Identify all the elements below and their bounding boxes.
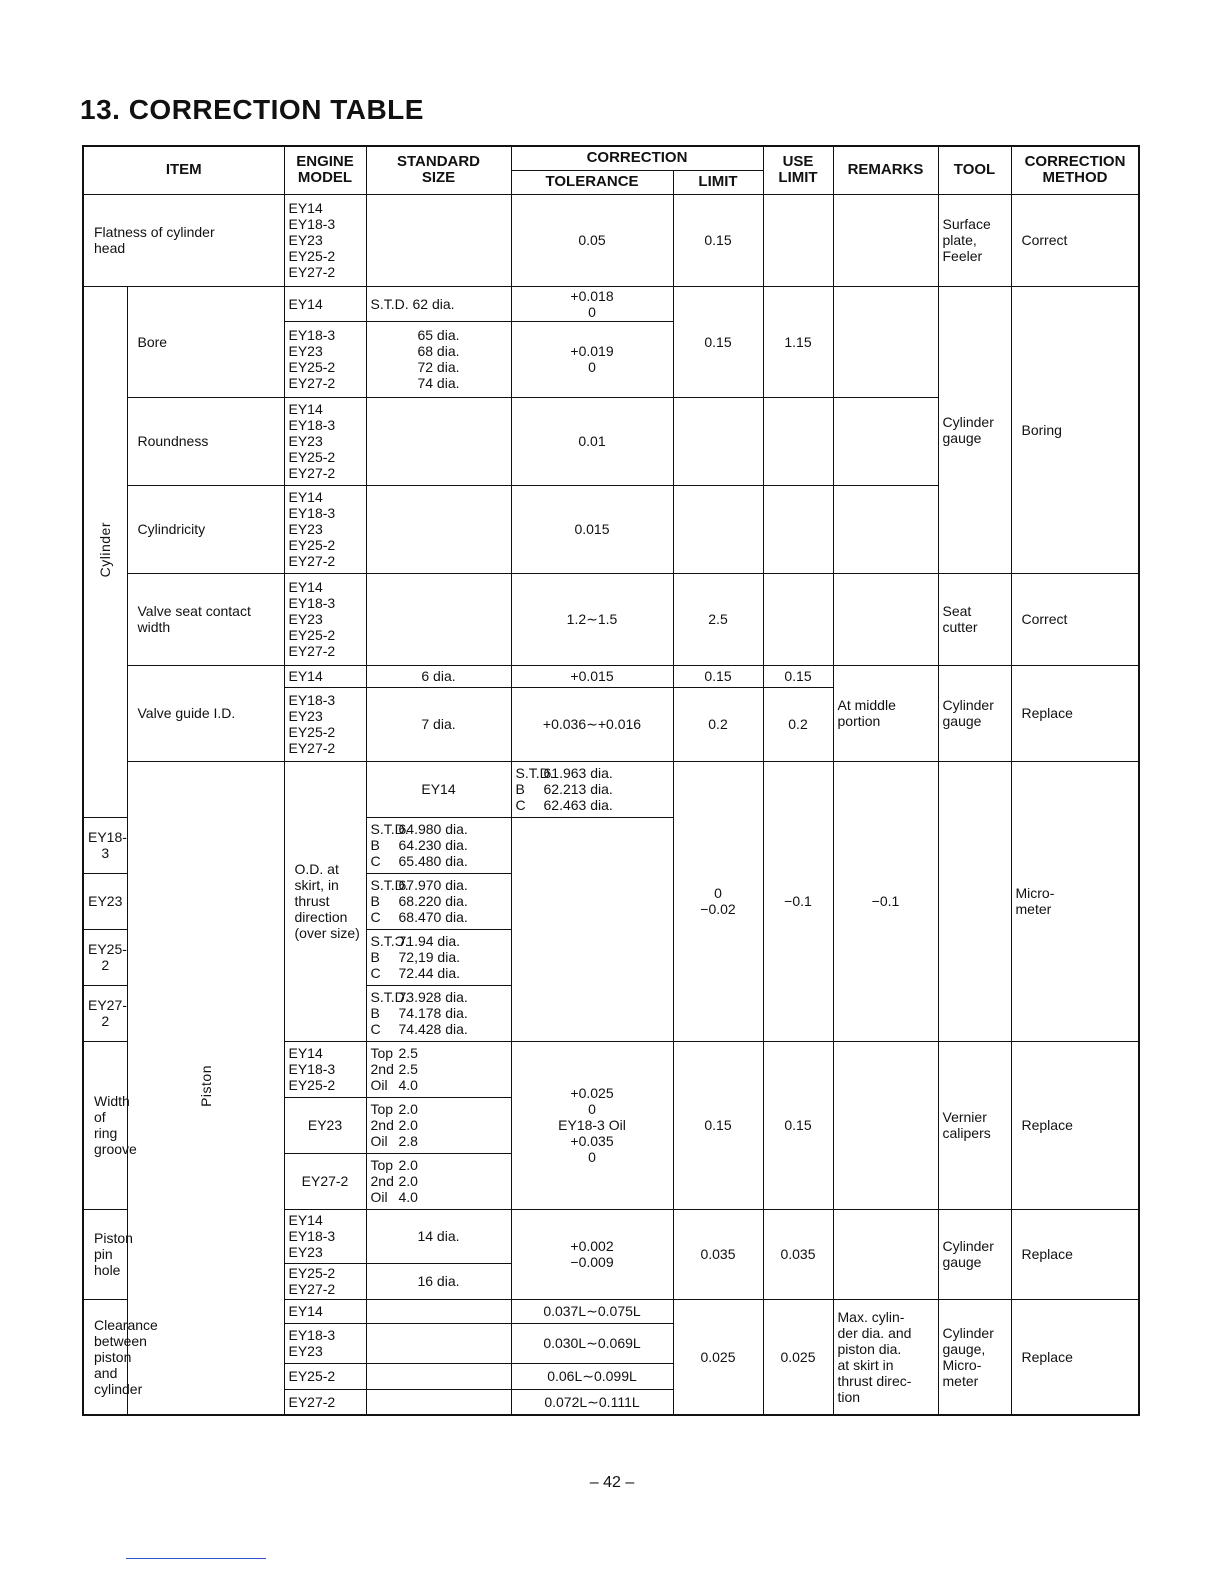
tool-clearance: Cylinder gauge, Micro- meter xyxy=(938,1299,1011,1415)
size-od-skirt: S.T.D.64.980 dia. B 64.230 dia. C 65.480 dia. xyxy=(366,817,511,873)
tolerance-valve-guide-a: +0.015 xyxy=(511,665,673,687)
item-roundness: Roundness xyxy=(127,397,284,485)
remarks-ring-groove xyxy=(833,1041,938,1209)
remarks-clearance: Max. cylin- der dia. and piston dia. at skirt in thrust direc- tion xyxy=(833,1299,938,1415)
group-piston: Piston xyxy=(127,761,284,1415)
size-od-skirt: S.T.Ɔ.71.94 dia. B 72,19 dia. C 72.44 dia. xyxy=(366,929,511,985)
header-tolerance: TOLERANCE xyxy=(511,170,673,194)
models-valve-guide-a: EY14 xyxy=(284,665,366,687)
use-limit-ring-groove: 0.15 xyxy=(763,1041,833,1209)
size-clearance xyxy=(366,1299,511,1323)
item-flatness: Flatness of cylinder head xyxy=(83,194,284,286)
models-valve-seat: EY14 EY18-3 EY23 EY25-2 EY27-2 xyxy=(284,573,366,665)
size-clearance xyxy=(366,1363,511,1389)
limit-od-skirt: −0.1 xyxy=(763,761,833,1041)
header-item: ITEM xyxy=(83,146,284,194)
use-limit-od-skirt: −0.1 xyxy=(833,761,938,1041)
item-bore: Bore xyxy=(127,286,284,397)
tolerance-valve-guide-b: +0.036∼+0.016 xyxy=(511,687,673,761)
models-clearance: EY25-2 xyxy=(284,1363,366,1389)
bottom-rule xyxy=(126,1558,266,1559)
models-od-skirt: EY14 xyxy=(366,761,511,817)
size-ring-groove: Top 2.0 2nd 2.0 Oil 4.0 xyxy=(366,1153,511,1209)
correction-table xyxy=(82,145,1140,1416)
limit-valve-guide-a: 0.15 xyxy=(673,665,763,687)
models-pin-hole-a: EY14 EY18-3 EY23 xyxy=(284,1209,366,1263)
item-ring-groove: Width of ring groove xyxy=(83,1041,127,1209)
method-pin-hole: Replace xyxy=(1011,1209,1139,1299)
limit-valve-guide-b: 0.2 xyxy=(673,687,763,761)
remarks-valve-seat xyxy=(833,573,938,665)
size-clearance xyxy=(366,1323,511,1363)
tolerance-bore-b: +0.019 0 xyxy=(511,321,673,397)
item-clearance: Clearance between piston and cylinder xyxy=(83,1299,127,1415)
tolerance-bore-a: +0.018 0 xyxy=(511,286,673,321)
models-clearance: EY18-3 EY23 xyxy=(284,1323,366,1363)
use-limit-bore: 1.15 xyxy=(763,286,833,397)
models-od-skirt: EY27-2 xyxy=(83,985,127,1041)
models-roundness: EY14 EY18-3 EY23 EY25-2 EY27-2 xyxy=(284,397,366,485)
use-limit-roundness xyxy=(763,397,833,485)
method-valve-guide: Replace xyxy=(1011,665,1139,761)
item-valve-guide: Valve guide I.D. xyxy=(127,665,284,761)
header-remarks: REMARKS xyxy=(833,146,938,194)
models-ring-groove: EY14 EY18-3 EY25-2 xyxy=(284,1041,366,1097)
tolerance-roundness: 0.01 xyxy=(511,397,673,485)
size-pin-hole-a: 14 dia. xyxy=(366,1209,511,1263)
tolerance-cylindricity: 0.015 xyxy=(511,485,673,573)
header-engine-model: ENGINE MODEL xyxy=(284,146,366,194)
method-clearance: Replace xyxy=(1011,1299,1139,1415)
size-cylindricity xyxy=(366,485,511,573)
models-od-skirt: EY23 xyxy=(83,873,127,929)
item-cylindricity: Cylindricity xyxy=(127,485,284,573)
size-pin-hole-b: 16 dia. xyxy=(366,1263,511,1299)
use-limit-valve-guide-a: 0.15 xyxy=(763,665,833,687)
method-boring: Boring xyxy=(1011,286,1139,573)
header-correction-method: CORRECTION METHOD xyxy=(1011,146,1139,194)
header-use-limit: USE LIMIT xyxy=(763,146,833,194)
limit-bore: 0.15 xyxy=(673,286,763,397)
row-bore-a xyxy=(83,286,1139,321)
tolerance-clearance: 0.06L∼0.099L xyxy=(511,1363,673,1389)
remarks-roundness xyxy=(833,397,938,485)
row-flatness xyxy=(83,194,1139,286)
models-ring-groove: EY27-2 xyxy=(284,1153,366,1209)
models-clearance: EY14 xyxy=(284,1299,366,1323)
use-limit-clearance: 0.025 xyxy=(763,1299,833,1415)
use-limit-pin-hole: 0.035 xyxy=(763,1209,833,1299)
size-valve-seat xyxy=(366,573,511,665)
tolerance-clearance: 0.030L∼0.069L xyxy=(511,1323,673,1363)
tolerance-ring-groove: +0.025 0 EY18-3 Oil +0.035 0 xyxy=(511,1041,673,1209)
limit-clearance: 0.025 xyxy=(673,1299,763,1415)
tolerance-pin-hole: +0.002 −0.009 xyxy=(511,1209,673,1299)
method-ring-groove: Replace xyxy=(1011,1041,1139,1209)
models-bore-a: EY14 xyxy=(284,286,366,321)
remarks-bore xyxy=(833,286,938,397)
use-limit-valve-guide-b: 0.2 xyxy=(763,687,833,761)
page-number: – 42 – xyxy=(589,1474,635,1491)
use-limit-cylindricity xyxy=(763,485,833,573)
limit-flatness: 0.15 xyxy=(673,194,763,286)
size-ring-groove: Top 2.5 2nd 2.5 Oil 4.0 xyxy=(366,1041,511,1097)
models-pin-hole-b: EY25-2 EY27-2 xyxy=(284,1263,366,1299)
size-flatness xyxy=(366,194,511,286)
limit-valve-seat: 2.5 xyxy=(673,573,763,665)
models-cylindricity: EY14 EY18-3 EY23 EY25-2 EY27-2 xyxy=(284,485,366,573)
size-clearance xyxy=(366,1389,511,1415)
item-valve-seat: Valve seat contact width xyxy=(127,573,284,665)
use-limit-flatness xyxy=(763,194,833,286)
header-standard-size: STANDARD SIZE xyxy=(366,146,511,194)
remarks-od-skirt xyxy=(938,761,1011,1041)
item-pin-hole: Piston pin hole xyxy=(83,1209,127,1299)
remarks-pin-hole xyxy=(833,1209,938,1299)
models-clearance: EY27-2 xyxy=(284,1389,366,1415)
models-od-skirt: EY18-3 xyxy=(83,817,127,873)
size-roundness xyxy=(366,397,511,485)
tolerance-valve-seat: 1.2∼1.5 xyxy=(511,573,673,665)
tool-ring-groove: Vernier calipers xyxy=(938,1041,1011,1209)
tolerance-clearance: 0.072L∼0.111L xyxy=(511,1389,673,1415)
header-tool: TOOL xyxy=(938,146,1011,194)
remarks-flatness xyxy=(833,194,938,286)
header-correction: CORRECTION xyxy=(511,146,763,170)
size-od-skirt: S.T.D.61.963 dia. B 62.213 dia. C 62.463 dia. xyxy=(511,761,673,817)
models-od-skirt: EY25-2 xyxy=(83,929,127,985)
size-bore-b: 65 dia. 68 dia. 72 dia. 74 dia. xyxy=(366,321,511,397)
tool-valve-seat: Seat cutter xyxy=(938,573,1011,665)
item-od-skirt: O.D. at skirt, in thrust direction (over size) xyxy=(284,761,366,1041)
models-bore-b: EY18-3 EY23 EY25-2 EY27-2 xyxy=(284,321,366,397)
use-limit-valve-seat xyxy=(763,573,833,665)
limit-roundness xyxy=(673,397,763,485)
size-od-skirt: S.T.D.73.928 dia. B 74.178 dia. C 74.428 dia. xyxy=(366,985,511,1041)
page-title: 13. CORRECTION TABLE xyxy=(80,94,424,125)
tolerance-flatness: 0.05 xyxy=(511,194,673,286)
models-flatness: EY14 EY18-3 EY23 EY25-2 EY27-2 xyxy=(284,194,366,286)
remarks-valve-guide: At middle portion xyxy=(833,665,938,761)
size-od-skirt: S.T.D.67.970 dia. B 68.220 dia. C 68.470 dia. xyxy=(366,873,511,929)
method-flatness: Correct xyxy=(1011,194,1139,286)
tool-valve-guide: Cylinder gauge xyxy=(938,665,1011,761)
tool-cylinder-gauge: Cylinder gauge xyxy=(938,286,1011,573)
tool-pin-hole: Cylinder gauge xyxy=(938,1209,1011,1299)
method-valve-seat: Correct xyxy=(1011,573,1139,665)
size-valve-guide-a: 6 dia. xyxy=(366,665,511,687)
models-ring-groove: EY23 xyxy=(284,1097,366,1153)
row-valve-seat xyxy=(83,573,1139,665)
row-valve-guide-a xyxy=(83,665,1139,687)
header-limit: LIMIT xyxy=(673,170,763,194)
size-ring-groove: Top 2.0 2nd 2.0 Oil 2.8 xyxy=(366,1097,511,1153)
tolerance-od-skirt: 0 −0.02 xyxy=(673,761,763,1041)
row-od-skirt-ey14 xyxy=(83,761,1139,817)
size-valve-guide-b: 7 dia. xyxy=(366,687,511,761)
limit-pin-hole: 0.035 xyxy=(673,1209,763,1299)
tool-flatness: Surface plate, Feeler xyxy=(938,194,1011,286)
size-bore-a: S.T.D. 62 dia. xyxy=(366,286,511,321)
group-cylinder: Cylinder xyxy=(83,286,127,817)
models-valve-guide-b: EY18-3 EY23 EY25-2 EY27-2 xyxy=(284,687,366,761)
limit-ring-groove: 0.15 xyxy=(673,1041,763,1209)
tolerance-clearance: 0.037L∼0.075L xyxy=(511,1299,673,1323)
limit-cylindricity xyxy=(673,485,763,573)
tool-od-skirt: Micro- meter xyxy=(1011,761,1139,1041)
remarks-cylindricity xyxy=(833,485,938,573)
